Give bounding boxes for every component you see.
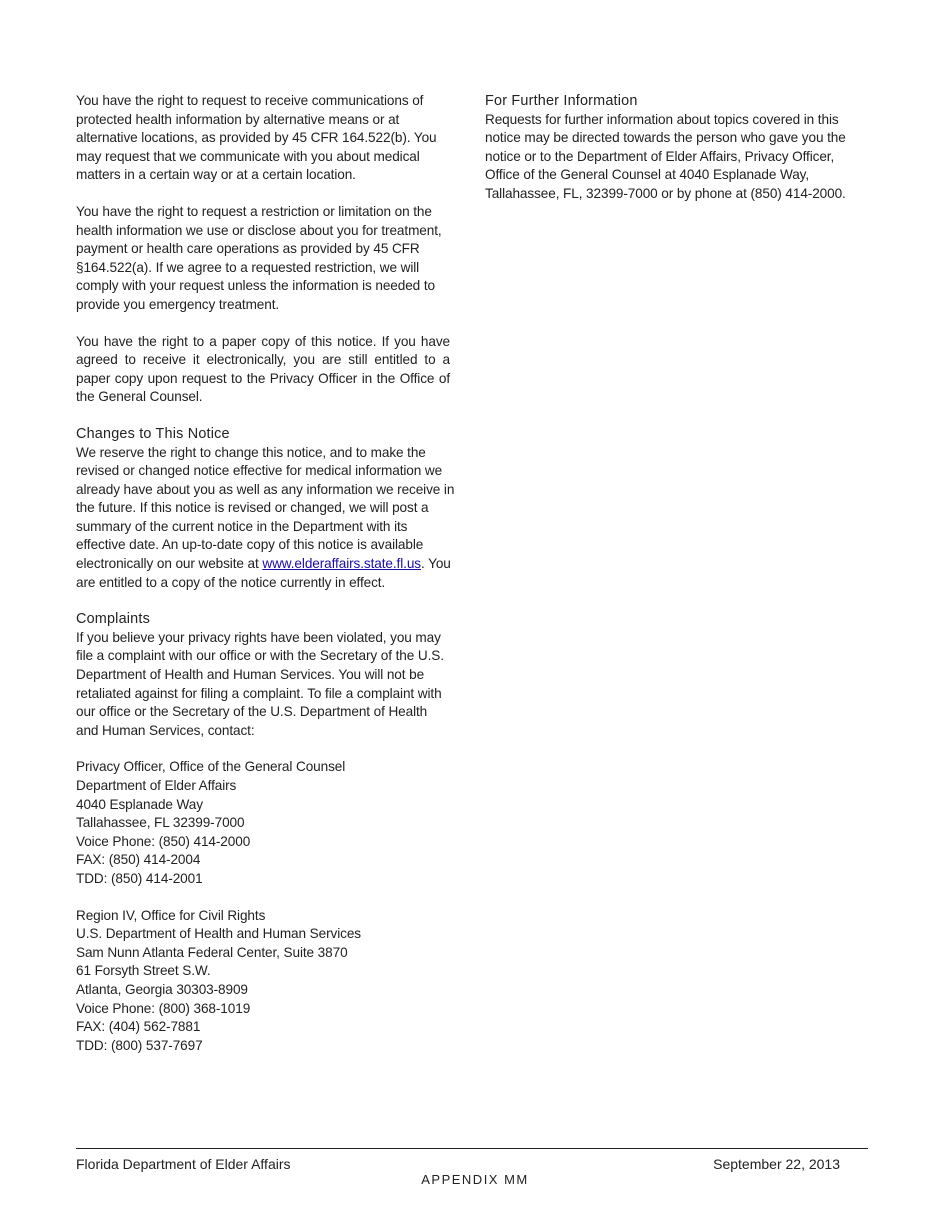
contact-line: 61 Forsyth Street S.W. xyxy=(76,963,211,979)
contact-line: U.S. Department of Health and Human Services xyxy=(76,926,361,942)
changes-body-text-end: . You are entitled to a copy of the notice currently in effect. xyxy=(76,556,451,590)
contact-line: FAX: (850) 414-2004 xyxy=(76,852,201,868)
contact-line: TDD: (850) 414-2001 xyxy=(76,870,203,886)
changes-body-text: We reserve the right to change this notice, and to make the revised or changed notice effective for medical information we already have about you as well as any information we receive in the future. If this notice is revised or changed, we will post a summary of the current notice in the Department with its effective date. An up-to-date copy of this notice is available electronically on our website at xyxy=(76,444,455,572)
left-column xyxy=(76,92,468,1073)
complaints-body: If you believe your privacy rights have been violated, you may file a complaint with our office or with the Secretary of the U.S. Department of Health and Human Services. You will not be retaliated against for filing a complaint. To file a complaint with our office or the Secretary of the U.S. Department of Health and Human Services, contact: xyxy=(76,629,444,738)
privacy-officer-contact xyxy=(76,758,468,888)
complaints-heading: Complaints xyxy=(76,611,150,628)
further-information-body: Requests for further information about topics covered in this notice may be directed towards the person who gave you the notice or to the Department of Elder Affairs, Privacy Officer, Office of the General Counsel at 4040 Esplanade Way, Tallahassee, FL, 32399-7000 or by phone at (850) 414-2000. xyxy=(485,111,846,201)
contact-line: Voice Phone: (800) 368-1019 xyxy=(76,1000,251,1016)
contact-line: FAX: (404) 562-7881 xyxy=(76,1019,201,1035)
changes-section xyxy=(76,425,468,592)
footer-appendix: APPENDIX MM xyxy=(421,1172,529,1187)
website-link[interactable]: www.elderaffairs.state.fl.us xyxy=(262,556,421,572)
alternative-communications-paragraph: You have the right to request to receive communications of protected health information by alternative means or at alternative locations, as provided by 45 CFR 164.522(b). You may request that we communicate with you about medical matters in a certain way or at a certain location. xyxy=(76,93,437,183)
paper-copy-paragraph: You have the right to a paper copy of this notice. If you have agreed to receive it electronically, you are still entitled to a paper copy upon request to the Privacy Officer in the Office of the General Counsel. xyxy=(76,333,450,405)
contact-line: TDD: (800) 537-7697 xyxy=(76,1037,203,1053)
changes-heading: Changes to This Notice xyxy=(76,425,230,442)
contact-line: Atlanta, Georgia 30303-8909 xyxy=(76,981,248,997)
complaints-section xyxy=(76,610,468,740)
contact-line: Department of Elder Affairs xyxy=(76,778,237,793)
further-information-heading: For Further Information xyxy=(485,93,638,109)
changes-body xyxy=(76,444,456,593)
contact-line: Sam Nunn Atlanta Federal Center, Suite 3870 xyxy=(76,944,348,960)
right-column xyxy=(485,92,870,204)
contact-line: Region IV, Office for Civil Rights xyxy=(76,907,266,923)
footer-divider xyxy=(76,1148,868,1149)
contact-line: Tallahassee, FL 32399-7000 xyxy=(76,815,245,831)
contact-line: Privacy Officer, Office of the General Counsel xyxy=(76,759,346,775)
footer-date: September 22, 2013 xyxy=(713,1156,840,1172)
contact-line: Voice Phone: (850) 414-2000 xyxy=(76,833,251,849)
contact-line: 4040 Esplanade Way xyxy=(76,796,203,812)
civil-rights-contact xyxy=(76,907,468,1056)
footer-organization: Florida Department of Elder Affairs xyxy=(76,1156,291,1172)
restriction-paragraph: You have the right to request a restriction or limitation on the health information we use or disclose about you for treatment, payment or health care operations as provided by 45 CFR §164.522(a). If we agree to a requested restriction, we will comply with your request unless the information is needed to provide you emergency treatment. xyxy=(76,203,442,312)
